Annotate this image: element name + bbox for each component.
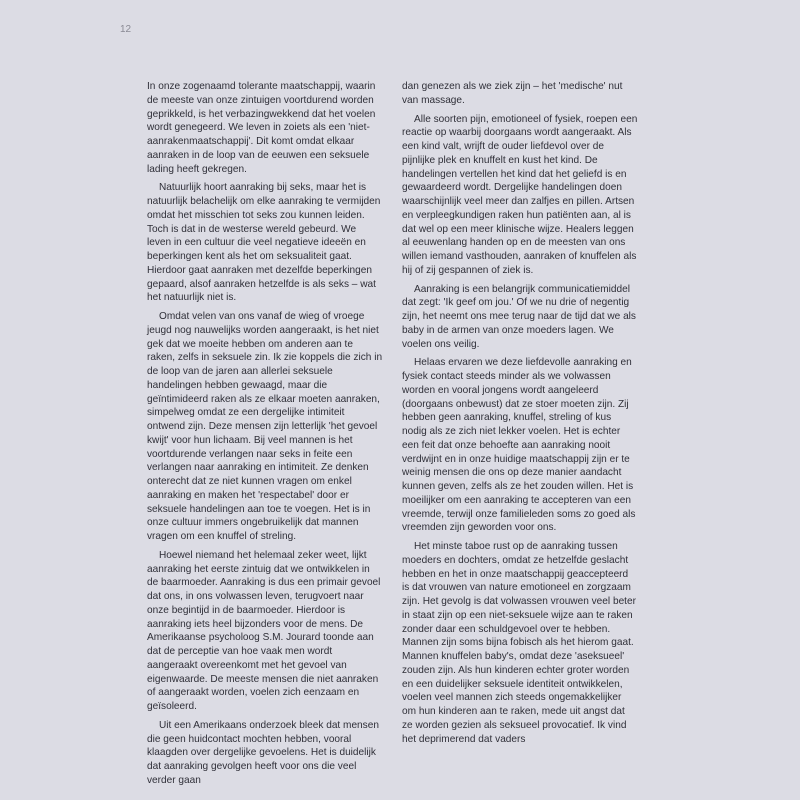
paragraph: Aanraking is een belangrijk communicatiemiddel dat zegt: 'Ik geef om jou.' Of we nu drie of negentig zijn, het neemt ons mee terug naar de tijd dat we als baby in de armen van onze moeders lagen. We voelen ons veilig. xyxy=(402,283,636,350)
paragraph: Het minste taboe rust op de aanraking tussen moeders en dochters, omdat ze hetzelfde geslacht hebben en het in onze maatschappij geaccepteerd is dat vrouwen van nature emotioneel en zorgzaam zijn. Het gevolg is dat volwassen vrouwen veel beter in staat zijn op een niet-seksuele wijze aan te raken zonder daar een schuldgevoel over te hebben. Mannen zijn soms bijna fobisch als het hierom gaat. Mannen knuffelen baby's, omdat deze 'aseksueel' zouden zijn. Als hun kinderen echter groter worden en een duidelijker seksuele identiteit ontwikkelen, voelen veel mannen zich steeds ongemakkelijker om hun kinderen aan te raken, mede uit angst dat ze worden gezien als seksueel provocatief. Ik vind het deprimerend dat vaders xyxy=(402,541,636,745)
right-text-column xyxy=(402,80,638,751)
paragraph: Omdat velen van ons vanaf de wieg of vroege jeugd nog nauwelijks worden aangeraakt, is het niet gek dat we moeite hebben om anderen aan te raken, zelfs in seksuele zin. Ik zie koppels die zich in de loop van de jaren aan allerlei seksuele handelingen hebben gewaagd, maar die geïntimideerd raken als ze elkaar moeten aanraken, simpelweg omdat ze een dergelijke intimiteit ontwend zijn. Deze mensen zijn letterlijk 'het gevoel kwijt' voor hun lichaam. Bij veel mannen is het voortdurende verlangen naar seks in feite een verlangen naar aanraking en intimiteit. Ze denken onterecht dat ze niet kunnen vragen om enkel aanraking en maken het 'respectabel' door er seksuele handelingen aan toe te voegen. Het is in onze cultuur immers ongebruikelijk dat mannen vragen om een knuffel of streling. xyxy=(147,311,383,542)
paragraph: Alle soorten pijn, emotioneel of fysiek, roepen een reactie op waarbij doorgaans wordt aangeraakt. Als een kind valt, wrijft de ouder liefdevol over de pijnlijke plek en knuffelt en kust het kind. De handelingen vertellen het kind dat het geliefd is en gewaardeerd wordt. Dergelijke handelingen doen waarschijnlijk veel meer dan zalfjes en pillen. Artsen en verpleegkundigen raken hun patiënten aan, al is dat wel op een meer klinische wijze. Healers leggen al eeuwenlang handen op en de meesten van ons willen iemand vasthouden, aanraken of knuffelen als hij of zij gespannen of ziek is. xyxy=(402,113,638,276)
paragraph: Hoewel niemand het helemaal zeker weet, lijkt aanraking het eerste zintuig dat we ontwikkelen in de baarmoeder. Aanraking is dus een primair gevoel dat ons, in ons volwassen leven, terugvoert naar onze begintijd in de baarmoeder. Hierdoor is aanraking iets heel bijzonders voor de mens. De Amerikaanse psycholoog S.M. Jourard toonde aan dat de perceptie van hoe vaak men wordt aangeraakt overeenkomt met het gevoel van eigenwaarde. De meeste mensen die niet aanraken of aangeraakt worden, voelen zich eenzaam en geïsoleerd. xyxy=(147,549,381,712)
left-text-column xyxy=(147,80,383,793)
paragraph: Helaas ervaren we deze liefdevolle aanraking en fysiek contact steeds minder als we volwassen worden en vooral jongens wordt aangeleerd (doorgaans onbewust) dat ze stoer moeten zijn. Zij hebben geen aanraking, knuffel, streling of kus nodig als ze zich niet lekker voelen. Het is echter een feit dat onze behoefte aan aanraking nooit verdwijnt en in onze huidige maatschappij zijn er te weinig mensen die ons op deze manier aandacht kunnen geven, zelfs als ze het zouden willen. Het is moeilijker om een aanraking te accepteren van een vreemde, terwijl onze familieleden soms zo goed als vreemden zijn geworden voor ons. xyxy=(402,357,636,534)
paragraph: Natuurlijk hoort aanraking bij seks, maar het is natuurlijk belachelijk om elke aanraking te vermijden omdat het misschien tot seks zou kunnen leiden. Toch is dat in de westerse wereld gebeurd. We leven in een cultuur die veel negatieve ideeën en beperkingen kent als het om seksualiteit gaat. Hierdoor gaat aanraken met dezelfde beperkingen gepaard, alsof aanraken hetzelfde is als seks – wat het natuurlijk niet is. xyxy=(147,182,381,304)
page-number: 12 xyxy=(120,24,132,35)
paragraph: dan genezen als we ziek zijn – het 'medische' nut van massage. xyxy=(402,81,623,106)
paragraph: Uit een Amerikaans onderzoek bleek dat mensen die geen huidcontact mochten hebben, vooral klaagden over dergelijke gevoelens. Het is duidelijk dat aanraking gevolgen heeft voor ons die veel verder gaan xyxy=(147,719,379,786)
paragraph: In onze zogenaamd tolerante maatschappij, waarin de meeste van onze zintuigen voortdurend worden geprikkeld, is het verbazingwekkend dat het voelen wordt genegeerd. We leven in zoiets als een 'niet-aanrakenmaatschappij'. Dit komt omdat elkaar aanraken in de loop van de eeuwen een seksuele lading heeft gekregen. xyxy=(147,81,376,175)
